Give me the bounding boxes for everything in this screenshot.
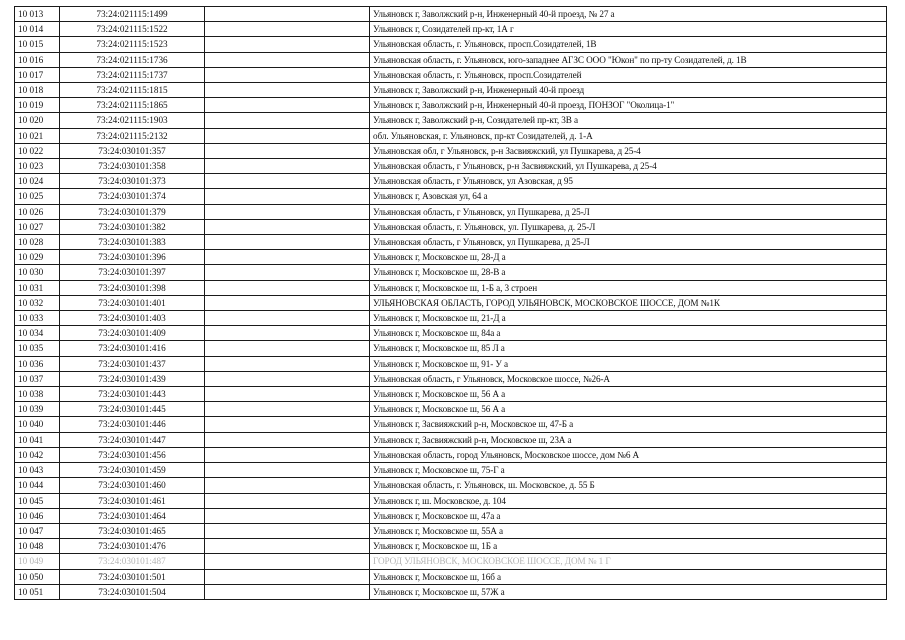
row-number-cell: 10 042 <box>15 447 60 462</box>
empty-cell <box>205 174 370 189</box>
table-row <box>15 447 887 462</box>
cadastral-number-cell: 73:24:030101:439 <box>60 371 205 386</box>
table-row <box>15 341 887 356</box>
table-row <box>15 235 887 250</box>
row-number-cell: 10 037 <box>15 371 60 386</box>
empty-cell <box>205 189 370 204</box>
empty-cell <box>205 280 370 295</box>
cadastral-number-cell: 73:24:030101:487 <box>60 554 205 569</box>
cadastral-number-cell: 73:24:030101:398 <box>60 280 205 295</box>
empty-cell <box>205 204 370 219</box>
address-cell: Ульяновская область, г. Ульяновск, просп.Созидателей, 1В <box>370 37 887 52</box>
table-row <box>15 219 887 234</box>
table-row <box>15 22 887 37</box>
table-row <box>15 143 887 158</box>
address-cell: Ульяновск г, Засвияжский р-н, Московское ш, 23А а <box>370 432 887 447</box>
cadastral-number-cell: 73:24:030101:456 <box>60 447 205 462</box>
address-cell: Ульяновск г, Заволжский р-н, Инженерный 40-й проезд <box>370 83 887 98</box>
row-number-cell: 10 014 <box>15 22 60 37</box>
row-number-cell: 10 032 <box>15 295 60 310</box>
row-number-cell: 10 036 <box>15 356 60 371</box>
table-row <box>15 52 887 67</box>
address-cell: УЛЬЯНОВСКАЯ ОБЛАСТЬ, ГОРОД УЛЬЯНОВСК, МОСКОВСКОЕ ШОССЕ, ДОМ №1К <box>370 295 887 310</box>
cadastral-number-cell: 73:24:021115:1737 <box>60 67 205 82</box>
row-number-cell: 10 035 <box>15 341 60 356</box>
row-number-cell: 10 022 <box>15 143 60 158</box>
row-number-cell: 10 034 <box>15 326 60 341</box>
table-row <box>15 174 887 189</box>
empty-cell <box>205 250 370 265</box>
empty-cell <box>205 539 370 554</box>
empty-cell <box>205 311 370 326</box>
table-row <box>15 508 887 523</box>
cadastral-number-cell: 73:24:030101:460 <box>60 478 205 493</box>
empty-cell <box>205 143 370 158</box>
row-number-cell: 10 038 <box>15 387 60 402</box>
cadastral-number-cell: 73:24:030101:446 <box>60 417 205 432</box>
empty-cell <box>205 447 370 462</box>
row-number-cell: 10 047 <box>15 523 60 538</box>
row-number-cell: 10 050 <box>15 569 60 584</box>
cadastral-number-cell: 73:24:030101:465 <box>60 523 205 538</box>
address-cell: Ульяновск г, Московское ш, 84а а <box>370 326 887 341</box>
row-number-cell: 10 026 <box>15 204 60 219</box>
cadastral-number-cell: 73:24:030101:416 <box>60 341 205 356</box>
cadastral-number-cell: 73:24:030101:357 <box>60 143 205 158</box>
row-number-cell: 10 024 <box>15 174 60 189</box>
cadastral-number-cell: 73:24:021115:2132 <box>60 128 205 143</box>
empty-cell <box>205 265 370 280</box>
cadastral-number-cell: 73:24:021115:1736 <box>60 52 205 67</box>
cadastral-number-cell: 73:24:030101:373 <box>60 174 205 189</box>
row-number-cell: 10 029 <box>15 250 60 265</box>
address-cell: Ульяновск г, Азовская ул, 64 а <box>370 189 887 204</box>
empty-cell <box>205 113 370 128</box>
table-row <box>15 539 887 554</box>
table-row <box>15 326 887 341</box>
address-cell: Ульяновск г, Московское ш, 28-Д а <box>370 250 887 265</box>
document-sheet <box>14 6 886 600</box>
empty-cell <box>205 52 370 67</box>
table-row <box>15 311 887 326</box>
address-cell: Ульяновск г, Московское ш, 56 А а <box>370 387 887 402</box>
empty-cell <box>205 22 370 37</box>
cadastral-number-cell: 73:24:030101:476 <box>60 539 205 554</box>
address-cell: Ульяновск г, Заволжский р-н, Инженерный 40-й проезд, № 27 а <box>370 7 887 22</box>
empty-cell <box>205 508 370 523</box>
address-cell: Ульяновск г, Московское ш, 28-В а <box>370 265 887 280</box>
row-number-cell: 10 025 <box>15 189 60 204</box>
table-row <box>15 478 887 493</box>
table-row <box>15 189 887 204</box>
address-cell: Ульяновск г, Московское ш, 1-Б а, 3 строен <box>370 280 887 295</box>
table-row <box>15 159 887 174</box>
empty-cell <box>205 569 370 584</box>
cadastral-number-cell: 73:24:030101:447 <box>60 432 205 447</box>
cadastral-number-cell: 73:24:030101:383 <box>60 235 205 250</box>
cadastral-number-cell: 73:24:030101:437 <box>60 356 205 371</box>
row-number-cell: 10 040 <box>15 417 60 432</box>
table-row <box>15 265 887 280</box>
address-cell: Ульяновская область, город Ульяновск, Московское шоссе, дом №6 А <box>370 447 887 462</box>
empty-cell <box>205 83 370 98</box>
cadastral-number-cell: 73:24:021115:1865 <box>60 98 205 113</box>
table-row <box>15 493 887 508</box>
row-number-cell: 10 033 <box>15 311 60 326</box>
row-number-cell: 10 013 <box>15 7 60 22</box>
address-cell: Ульяновск г, Московское ш, 85 Л а <box>370 341 887 356</box>
table-row <box>15 280 887 295</box>
address-cell: Ульяновск г, Московское ш, 56 А а <box>370 402 887 417</box>
cadastral-number-cell: 73:24:030101:443 <box>60 387 205 402</box>
address-cell: ГОРОД УЛЬЯНОВСК, МОСКОВСКОЕ ШОССЕ, ДОМ № 1 Г <box>370 554 887 569</box>
address-cell: Ульяновск г, Московское ш, 55А а <box>370 523 887 538</box>
empty-cell <box>205 371 370 386</box>
table-row <box>15 554 887 569</box>
empty-cell <box>205 584 370 599</box>
cadastral-number-cell: 73:24:030101:445 <box>60 402 205 417</box>
empty-cell <box>205 37 370 52</box>
table-row <box>15 356 887 371</box>
cadastral-number-cell: 73:24:030101:382 <box>60 219 205 234</box>
address-cell: обл. Ульяновская, г. Ульяновск, пр-кт Созидателей, д. 1-А <box>370 128 887 143</box>
cadastral-number-cell: 73:24:030101:501 <box>60 569 205 584</box>
row-number-cell: 10 028 <box>15 235 60 250</box>
cadastral-number-cell: 73:24:030101:504 <box>60 584 205 599</box>
empty-cell <box>205 7 370 22</box>
table-row <box>15 295 887 310</box>
row-number-cell: 10 048 <box>15 539 60 554</box>
row-number-cell: 10 016 <box>15 52 60 67</box>
empty-cell <box>205 387 370 402</box>
row-number-cell: 10 046 <box>15 508 60 523</box>
table-row <box>15 7 887 22</box>
address-cell: Ульяновск г, Московское ш, 75-Г а <box>370 463 887 478</box>
cadastral-number-cell: 73:24:030101:358 <box>60 159 205 174</box>
address-cell: Ульяновск г, Заволжский р-н, Созидателей пр-кт, 3В а <box>370 113 887 128</box>
row-number-cell: 10 051 <box>15 584 60 599</box>
table-row <box>15 113 887 128</box>
cadastral-number-cell: 73:24:030101:409 <box>60 326 205 341</box>
address-cell: Ульяновская обл, г Ульяновск, р-н Засвияжский, ул Пушкарева, д 25-4 <box>370 143 887 158</box>
address-cell: Ульяновск г, Заволжский р-н, Инженерный 40-й проезд, ПОНЗОГ "Околица-1" <box>370 98 887 113</box>
empty-cell <box>205 554 370 569</box>
address-cell: Ульяновская область, г. Ульяновск, ул. Пушкарева, д. 25-Л <box>370 219 887 234</box>
cadastral-number-cell: 73:24:030101:396 <box>60 250 205 265</box>
cadastral-number-cell: 73:24:030101:401 <box>60 295 205 310</box>
empty-cell <box>205 219 370 234</box>
table-row <box>15 523 887 538</box>
row-number-cell: 10 027 <box>15 219 60 234</box>
row-number-cell: 10 017 <box>15 67 60 82</box>
empty-cell <box>205 478 370 493</box>
table-row <box>15 402 887 417</box>
row-number-cell: 10 015 <box>15 37 60 52</box>
cadastral-number-cell: 73:24:030101:461 <box>60 493 205 508</box>
empty-cell <box>205 463 370 478</box>
empty-cell <box>205 432 370 447</box>
address-cell: Ульяновская область, г Ульяновск, ул Азовская, д 95 <box>370 174 887 189</box>
empty-cell <box>205 159 370 174</box>
table-row <box>15 83 887 98</box>
address-cell: Ульяновская область, г Ульяновск, ул Пушкарева, д 25-Л <box>370 204 887 219</box>
table-row <box>15 371 887 386</box>
row-number-cell: 10 039 <box>15 402 60 417</box>
empty-cell <box>205 98 370 113</box>
row-number-cell: 10 041 <box>15 432 60 447</box>
cadastral-number-cell: 73:24:021115:1499 <box>60 7 205 22</box>
address-cell: Ульяновск г, Засвияжский р-н, Московское ш, 47-Б а <box>370 417 887 432</box>
table-row <box>15 98 887 113</box>
address-cell: Ульяновская область, г. Ульяновск, ш. Московское, д. 55 Б <box>370 478 887 493</box>
empty-cell <box>205 493 370 508</box>
cadastral-number-cell: 73:24:021115:1903 <box>60 113 205 128</box>
cadastral-register-table <box>14 6 887 600</box>
cadastral-number-cell: 73:24:030101:464 <box>60 508 205 523</box>
row-number-cell: 10 030 <box>15 265 60 280</box>
row-number-cell: 10 044 <box>15 478 60 493</box>
table-row <box>15 463 887 478</box>
table-row <box>15 417 887 432</box>
cadastral-number-cell: 73:24:030101:374 <box>60 189 205 204</box>
empty-cell <box>205 417 370 432</box>
table-row <box>15 432 887 447</box>
row-number-cell: 10 018 <box>15 83 60 98</box>
address-cell: Ульяновская область, г. Ульяновск, просп.Созидателей <box>370 67 887 82</box>
row-number-cell: 10 045 <box>15 493 60 508</box>
address-cell: Ульяновская область, г Ульяновск, Московское шоссе, №26-А <box>370 371 887 386</box>
table-row <box>15 128 887 143</box>
row-number-cell: 10 020 <box>15 113 60 128</box>
address-cell: Ульяновск г, Московское ш, 1Б а <box>370 539 887 554</box>
empty-cell <box>205 235 370 250</box>
address-cell: Ульяновская область, г Ульяновск, р-н Засвияжский, ул Пушкарева, д 25-4 <box>370 159 887 174</box>
table-row <box>15 67 887 82</box>
empty-cell <box>205 67 370 82</box>
cadastral-number-cell: 73:24:030101:403 <box>60 311 205 326</box>
row-number-cell: 10 023 <box>15 159 60 174</box>
table-row <box>15 387 887 402</box>
cadastral-number-cell: 73:24:021115:1815 <box>60 83 205 98</box>
empty-cell <box>205 295 370 310</box>
table-row <box>15 569 887 584</box>
row-number-cell: 10 031 <box>15 280 60 295</box>
row-number-cell: 10 019 <box>15 98 60 113</box>
empty-cell <box>205 341 370 356</box>
table-row <box>15 37 887 52</box>
address-cell: Ульяновск г, ш. Московское, д. 104 <box>370 493 887 508</box>
row-number-cell: 10 021 <box>15 128 60 143</box>
table-row <box>15 204 887 219</box>
address-cell: Ульяновск г, Московское ш, 21-Д а <box>370 311 887 326</box>
address-cell: Ульяновская область, г. Ульяновск, юго-западнее АГЗС ООО "Юкон" по пр-ту Созидателей, д. 1В <box>370 52 887 67</box>
row-number-cell: 10 049 <box>15 554 60 569</box>
cadastral-number-cell: 73:24:021115:1523 <box>60 37 205 52</box>
address-cell: Ульяновск г, Московское ш, 16б а <box>370 569 887 584</box>
cadastral-number-cell: 73:24:030101:459 <box>60 463 205 478</box>
address-cell: Ульяновск г, Московское ш, 47а а <box>370 508 887 523</box>
cadastral-number-cell: 73:24:021115:1522 <box>60 22 205 37</box>
empty-cell <box>205 523 370 538</box>
empty-cell <box>205 128 370 143</box>
cadastral-number-cell: 73:24:030101:397 <box>60 265 205 280</box>
empty-cell <box>205 326 370 341</box>
empty-cell <box>205 356 370 371</box>
address-cell: Ульяновск г, Созидателей пр-кт, 1А г <box>370 22 887 37</box>
address-cell: Ульяновск г, Московское ш, 57Ж а <box>370 584 887 599</box>
table-row <box>15 250 887 265</box>
address-cell: Ульяновская область, г Ульяновск, ул Пушкарева, д 25-Л <box>370 235 887 250</box>
address-cell: Ульяновск г, Московское ш, 91- У а <box>370 356 887 371</box>
row-number-cell: 10 043 <box>15 463 60 478</box>
table-row <box>15 584 887 599</box>
cadastral-number-cell: 73:24:030101:379 <box>60 204 205 219</box>
empty-cell <box>205 402 370 417</box>
table-body <box>15 7 887 600</box>
